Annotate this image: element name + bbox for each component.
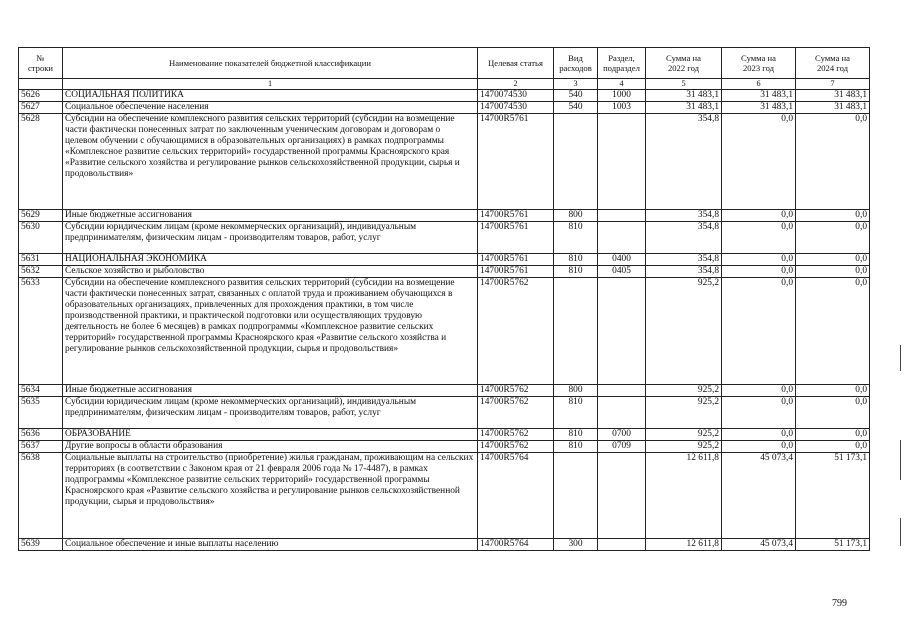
column-number: 4 bbox=[598, 79, 646, 90]
row-sum-2023: 31 483,1 bbox=[722, 90, 796, 102]
header-kind: Вид расходов bbox=[554, 48, 598, 79]
row-name: СОЦИАЛЬНАЯ ПОЛИТИКА bbox=[63, 90, 478, 102]
table-row bbox=[19, 266, 870, 278]
row-number: 5635 bbox=[19, 397, 63, 429]
row-target: 14700R5761 bbox=[478, 266, 554, 278]
header-sum-2022: Сумма на 2022 год bbox=[646, 48, 722, 79]
row-number: 5637 bbox=[19, 441, 63, 453]
row-sum-2024: 0,0 bbox=[796, 397, 870, 429]
row-name: ОБРАЗОВАНИЕ bbox=[63, 429, 478, 441]
row-name: Субсидии юридическим лицам (кроме некоммерческих организаций), индивидуальным предпринимателям, физическим лицам - производителям товаров, работ, услуг bbox=[63, 397, 478, 429]
row-sum-2024: 31 483,1 bbox=[796, 90, 870, 102]
row-sum-2022: 925,2 bbox=[646, 397, 722, 429]
row-sum-2023: 0,0 bbox=[722, 385, 796, 397]
row-kind: 800 bbox=[554, 210, 598, 222]
row-sum-2022: 354,8 bbox=[646, 254, 722, 266]
row-sum-2023: 0,0 bbox=[722, 222, 796, 254]
table-row bbox=[19, 90, 870, 102]
row-sum-2024: 0,0 bbox=[796, 278, 870, 385]
row-name: Социальное обеспечение населения bbox=[63, 102, 478, 114]
row-section: 0709 bbox=[598, 441, 646, 453]
row-number: 5629 bbox=[19, 210, 63, 222]
row-name: Иные бюджетные ассигнования bbox=[63, 385, 478, 397]
scan-edge-mark bbox=[900, 345, 901, 371]
row-number: 5627 bbox=[19, 102, 63, 114]
row-sum-2023: 0,0 bbox=[722, 254, 796, 266]
page-number: 799 bbox=[832, 598, 847, 609]
row-sum-2024: 51 173,1 bbox=[796, 453, 870, 539]
row-kind bbox=[554, 453, 598, 539]
row-kind: 540 bbox=[554, 102, 598, 114]
column-number-row bbox=[19, 79, 870, 90]
row-sum-2023: 0,0 bbox=[722, 210, 796, 222]
row-number: 5638 bbox=[19, 453, 63, 539]
row-target: 14700R5762 bbox=[478, 441, 554, 453]
table-row bbox=[19, 429, 870, 441]
row-sum-2022: 925,2 bbox=[646, 441, 722, 453]
row-kind: 800 bbox=[554, 385, 598, 397]
row-sum-2023: 45 073,4 bbox=[722, 453, 796, 539]
row-target: 14700R5761 bbox=[478, 222, 554, 254]
row-name: Социальное обеспечение и иные выплаты населению bbox=[63, 539, 478, 551]
row-sum-2023: 0,0 bbox=[722, 278, 796, 385]
row-number: 5634 bbox=[19, 385, 63, 397]
header-name: Наименование показателей бюджетной классификации bbox=[63, 48, 478, 79]
row-kind: 810 bbox=[554, 397, 598, 429]
row-target: 14700R5761 bbox=[478, 254, 554, 266]
column-number: 3 bbox=[554, 79, 598, 90]
table-row bbox=[19, 102, 870, 114]
table-row bbox=[19, 114, 870, 210]
row-section: 1003 bbox=[598, 102, 646, 114]
row-target: 14700R5761 bbox=[478, 210, 554, 222]
row-sum-2024: 51 173,1 bbox=[796, 539, 870, 551]
table-row bbox=[19, 210, 870, 222]
row-section: 1000 bbox=[598, 90, 646, 102]
row-section bbox=[598, 278, 646, 385]
row-section bbox=[598, 539, 646, 551]
row-sum-2024: 0,0 bbox=[796, 222, 870, 254]
row-section bbox=[598, 453, 646, 539]
row-section bbox=[598, 114, 646, 210]
row-sum-2023: 0,0 bbox=[722, 266, 796, 278]
row-target: 14700R5762 bbox=[478, 429, 554, 441]
row-name: Социальные выплаты на строительство (приобретение) жилья гражданам, проживающим на сельских территориях (в соответствии с Законом края от 21 февраля 2006 года № 17-4487), в рамках подпрограммы «Комплексное развитие сельских территорий» государственной программы Красноярского края «Развитие сельского хозяйства и регулирование рынков сельскохозяйственной продукции, сырья и продовольствия» bbox=[63, 453, 478, 539]
header-sum-2024: Сумма на 2024 год bbox=[796, 48, 870, 79]
column-number: 6 bbox=[722, 79, 796, 90]
row-number: 5633 bbox=[19, 278, 63, 385]
row-name: Субсидии юридическим лицам (кроме некоммерческих организаций), индивидуальным предпринимателям, физическим лицам - производителям товаров, работ, услуг bbox=[63, 222, 478, 254]
table-row bbox=[19, 397, 870, 429]
row-name: Другие вопросы в области образования bbox=[63, 441, 478, 453]
row-sum-2022: 354,8 bbox=[646, 222, 722, 254]
row-name: НАЦИОНАЛЬНАЯ ЭКОНОМИКА bbox=[63, 254, 478, 266]
row-kind bbox=[554, 114, 598, 210]
table-row bbox=[19, 453, 870, 539]
table-header-row bbox=[19, 48, 870, 79]
row-sum-2022: 354,8 bbox=[646, 210, 722, 222]
row-sum-2024: 0,0 bbox=[796, 441, 870, 453]
row-sum-2022: 12 611,8 bbox=[646, 539, 722, 551]
row-number: 5639 bbox=[19, 539, 63, 551]
budget-table-page bbox=[18, 47, 869, 551]
row-sum-2023: 0,0 bbox=[722, 397, 796, 429]
row-target: 1470074530 bbox=[478, 90, 554, 102]
scan-edge-mark bbox=[900, 440, 901, 480]
row-number: 5636 bbox=[19, 429, 63, 441]
row-sum-2022: 925,2 bbox=[646, 385, 722, 397]
row-sum-2024: 0,0 bbox=[796, 114, 870, 210]
header-target: Целевая статья bbox=[478, 48, 554, 79]
row-target: 14700R5762 bbox=[478, 278, 554, 385]
row-section bbox=[598, 397, 646, 429]
row-kind: 810 bbox=[554, 441, 598, 453]
row-sum-2023: 0,0 bbox=[722, 114, 796, 210]
row-kind: 810 bbox=[554, 254, 598, 266]
row-sum-2023: 45 073,4 bbox=[722, 539, 796, 551]
budget-table bbox=[18, 47, 870, 551]
row-sum-2024: 0,0 bbox=[796, 266, 870, 278]
column-number: 7 bbox=[796, 79, 870, 90]
row-target: 14700R5762 bbox=[478, 397, 554, 429]
row-target: 14700R5761 bbox=[478, 114, 554, 210]
row-name: Сельское хозяйство и рыболовство bbox=[63, 266, 478, 278]
row-section bbox=[598, 222, 646, 254]
table-row bbox=[19, 254, 870, 266]
table-row bbox=[19, 385, 870, 397]
table-row bbox=[19, 278, 870, 385]
row-name: Субсидии на обеспечение комплексного развития сельских территорий (субсидии на возмещение части фактически понесенных затрат по заключенным ученическим договорам и договорам о целевом обучении с обучающимися в образовательных организациях) в рамках подпрограммы «Комплексное развитие сельских территорий» государственной программы Красноярского края «Развитие сельского хозяйства и регулирование рынков сельскохозяйственной продукции, сырья и продовольствия» bbox=[63, 114, 478, 210]
row-number: 5630 bbox=[19, 222, 63, 254]
row-kind: 810 bbox=[554, 266, 598, 278]
row-sum-2023: 0,0 bbox=[722, 429, 796, 441]
row-name: Иные бюджетные ассигнования bbox=[63, 210, 478, 222]
row-section bbox=[598, 210, 646, 222]
row-sum-2024: 0,0 bbox=[796, 429, 870, 441]
table-row bbox=[19, 539, 870, 551]
row-target: 14700R5764 bbox=[478, 453, 554, 539]
row-kind: 540 bbox=[554, 90, 598, 102]
row-section bbox=[598, 385, 646, 397]
column-number: 5 bbox=[646, 79, 722, 90]
row-section: 0405 bbox=[598, 266, 646, 278]
row-number: 5631 bbox=[19, 254, 63, 266]
table-row bbox=[19, 441, 870, 453]
row-section: 0400 bbox=[598, 254, 646, 266]
row-number: 5626 bbox=[19, 90, 63, 102]
row-number: 5628 bbox=[19, 114, 63, 210]
row-sum-2022: 31 483,1 bbox=[646, 90, 722, 102]
header-sum-2023: Сумма на 2023 год bbox=[722, 48, 796, 79]
column-number bbox=[19, 79, 63, 90]
row-sum-2023: 0,0 bbox=[722, 441, 796, 453]
row-sum-2024: 0,0 bbox=[796, 254, 870, 266]
row-name: Субсидии на обеспечение комплексного развития сельских территорий (субсидии на возмещение части фактически понесенных затрат, связанных с оплатой труда и проживанием обучающихся в образовательных организациях, привлеченных для прохождения практики, в том числе производственной практики, и практической подготовки или осуществляющих трудовую деятельность не более 6 месяцев) в рамках подпрограммы «Комплексное развитие сельских территорий» государственной программы Красноярского края «Развитие сельского хозяйства и регулирование рынков сельскохозяйственной продукции, сырья и продовольствия» bbox=[63, 278, 478, 385]
scan-edge-mark bbox=[900, 518, 901, 546]
row-sum-2022: 12 611,8 bbox=[646, 453, 722, 539]
table-row bbox=[19, 222, 870, 254]
row-sum-2024: 0,0 bbox=[796, 385, 870, 397]
row-sum-2022: 925,2 bbox=[646, 278, 722, 385]
header-row-no: № строки bbox=[19, 48, 63, 79]
row-sum-2022: 354,8 bbox=[646, 114, 722, 210]
column-number: 1 bbox=[63, 79, 478, 90]
row-target: 14700R5764 bbox=[478, 539, 554, 551]
row-sum-2023: 31 483,1 bbox=[722, 102, 796, 114]
header-section: Раздел, подраздел bbox=[598, 48, 646, 79]
row-kind bbox=[554, 278, 598, 385]
row-sum-2024: 0,0 bbox=[796, 210, 870, 222]
row-sum-2024: 31 483,1 bbox=[796, 102, 870, 114]
row-section: 0700 bbox=[598, 429, 646, 441]
row-kind: 810 bbox=[554, 222, 598, 254]
column-number: 2 bbox=[478, 79, 554, 90]
row-target: 1470074530 bbox=[478, 102, 554, 114]
row-sum-2022: 31 483,1 bbox=[646, 102, 722, 114]
row-kind: 810 bbox=[554, 429, 598, 441]
row-sum-2022: 354,8 bbox=[646, 266, 722, 278]
row-target: 14700R5762 bbox=[478, 385, 554, 397]
row-number: 5632 bbox=[19, 266, 63, 278]
row-kind: 300 bbox=[554, 539, 598, 551]
row-sum-2022: 925,2 bbox=[646, 429, 722, 441]
table-body bbox=[19, 90, 870, 551]
